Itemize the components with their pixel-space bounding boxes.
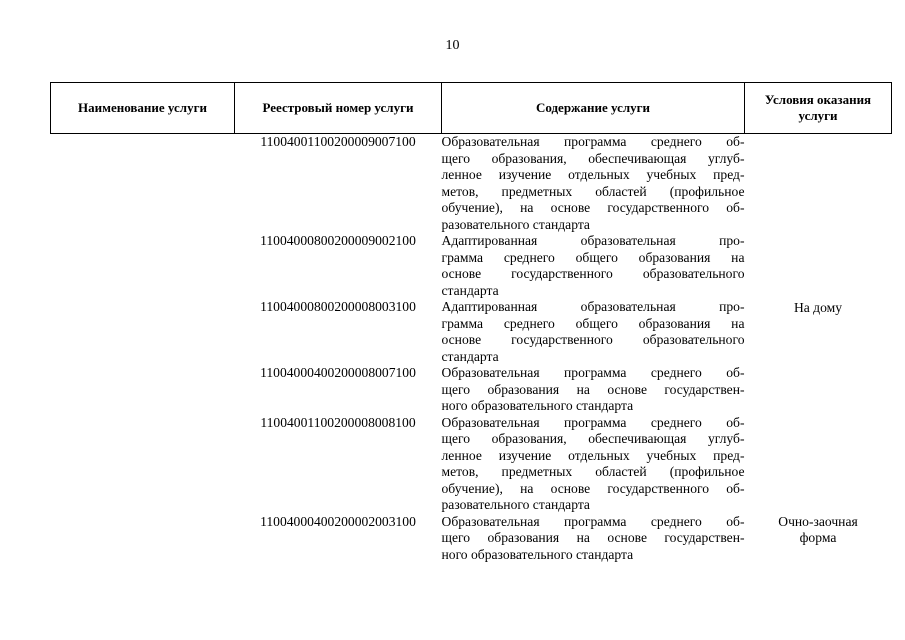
- registry-number-cell: 11004000400200002003100: [260, 513, 416, 529]
- content-line: Образовательная программа среднего об-: [441, 513, 745, 529]
- content-line: Образовательная программа среднего об-: [441, 365, 745, 380]
- service-name-cell: [51, 514, 235, 564]
- content-line: обучение), на основе государственного об-: [441, 480, 745, 496]
- table-row: [51, 134, 892, 234]
- service-condition-cell: [745, 365, 892, 415]
- content-line: ного образовательного стандарта: [441, 546, 634, 562]
- service-condition-cell: [745, 415, 892, 514]
- table-row: [51, 365, 892, 415]
- content-line: ленное изучение отдельных учебных пред-: [441, 167, 745, 182]
- content-line: ного образовательного стандарта: [441, 398, 634, 413]
- page-number: 10: [445, 38, 460, 53]
- service-content-cell: [442, 415, 745, 514]
- content-line: грамма среднего общего образования на: [441, 249, 745, 265]
- content-line: стандарта: [441, 348, 499, 364]
- service-name-cell: [51, 299, 235, 365]
- service-content-cell: [442, 233, 745, 299]
- table-header-row: [51, 83, 892, 134]
- service-condition-cell: Очно-заочная форма: [778, 513, 858, 545]
- registry-number-cell: 11004000800200009002100: [260, 233, 416, 248]
- content-line: разовательного стандарта: [441, 216, 590, 232]
- content-line: разовательного стандарта: [441, 497, 590, 512]
- registry-number-cell: 11004001100200008008100: [260, 414, 416, 430]
- table-body: [51, 134, 892, 564]
- header-service-name: Наименование услуги: [51, 83, 235, 134]
- registry-number-cell: 11004001100200009007100: [260, 134, 416, 149]
- content-line: метов, предметных областей (профильное: [441, 464, 745, 479]
- content-line: Образовательная программа среднего об-: [441, 414, 745, 430]
- service-name-cell: [51, 415, 235, 514]
- service-content-cell: [442, 365, 745, 415]
- content-line: обучение), на основе государственного об-: [441, 200, 745, 215]
- service-condition-cell: [745, 233, 892, 299]
- content-line: щего образования на основе государствен-: [441, 381, 745, 397]
- service-condition-cell: [745, 134, 892, 234]
- content-line: Образовательная программа среднего об-: [441, 134, 745, 149]
- registry-number-cell: 11004000400200008007100: [260, 365, 416, 380]
- header-registry-number: Реестровый номер услуги: [235, 83, 442, 134]
- content-line: стандарта: [441, 282, 499, 298]
- table-row: [51, 415, 892, 514]
- content-line: щего образования на основе государствен-: [441, 530, 745, 545]
- header-service-conditions: Условия оказания услуги: [745, 83, 892, 134]
- content-line: грамма среднего общего образования на: [441, 315, 745, 331]
- service-name-cell: [51, 134, 235, 234]
- registry-number-cell: 11004000800200008003100: [260, 299, 416, 314]
- service-condition-cell: На дому: [793, 300, 843, 315]
- service-content-cell: [442, 514, 745, 564]
- table-row: [51, 233, 892, 299]
- service-name-cell: [51, 233, 235, 299]
- content-line: щего образования, обеспечивающая углуб-: [441, 150, 745, 166]
- content-line: ленное изучение отдельных учебных пред-: [441, 447, 745, 463]
- header-service-content: Содержание услуги: [442, 83, 745, 134]
- content-line: щего образования, обеспечивающая углуб-: [441, 431, 745, 446]
- content-line: основе государственного образовательного: [441, 266, 745, 281]
- services-table: [50, 82, 892, 563]
- content-line: Адаптированная образовательная про-: [441, 299, 745, 314]
- content-line: основе государственного образовательного: [441, 332, 745, 347]
- content-line: Адаптированная образовательная про-: [441, 233, 745, 248]
- service-name-cell: [51, 365, 235, 415]
- service-content-cell: [442, 134, 745, 234]
- table-row: [51, 299, 892, 365]
- content-line: метов, предметных областей (профильное: [441, 183, 745, 199]
- table-row: [51, 514, 892, 564]
- service-content-cell: [442, 299, 745, 365]
